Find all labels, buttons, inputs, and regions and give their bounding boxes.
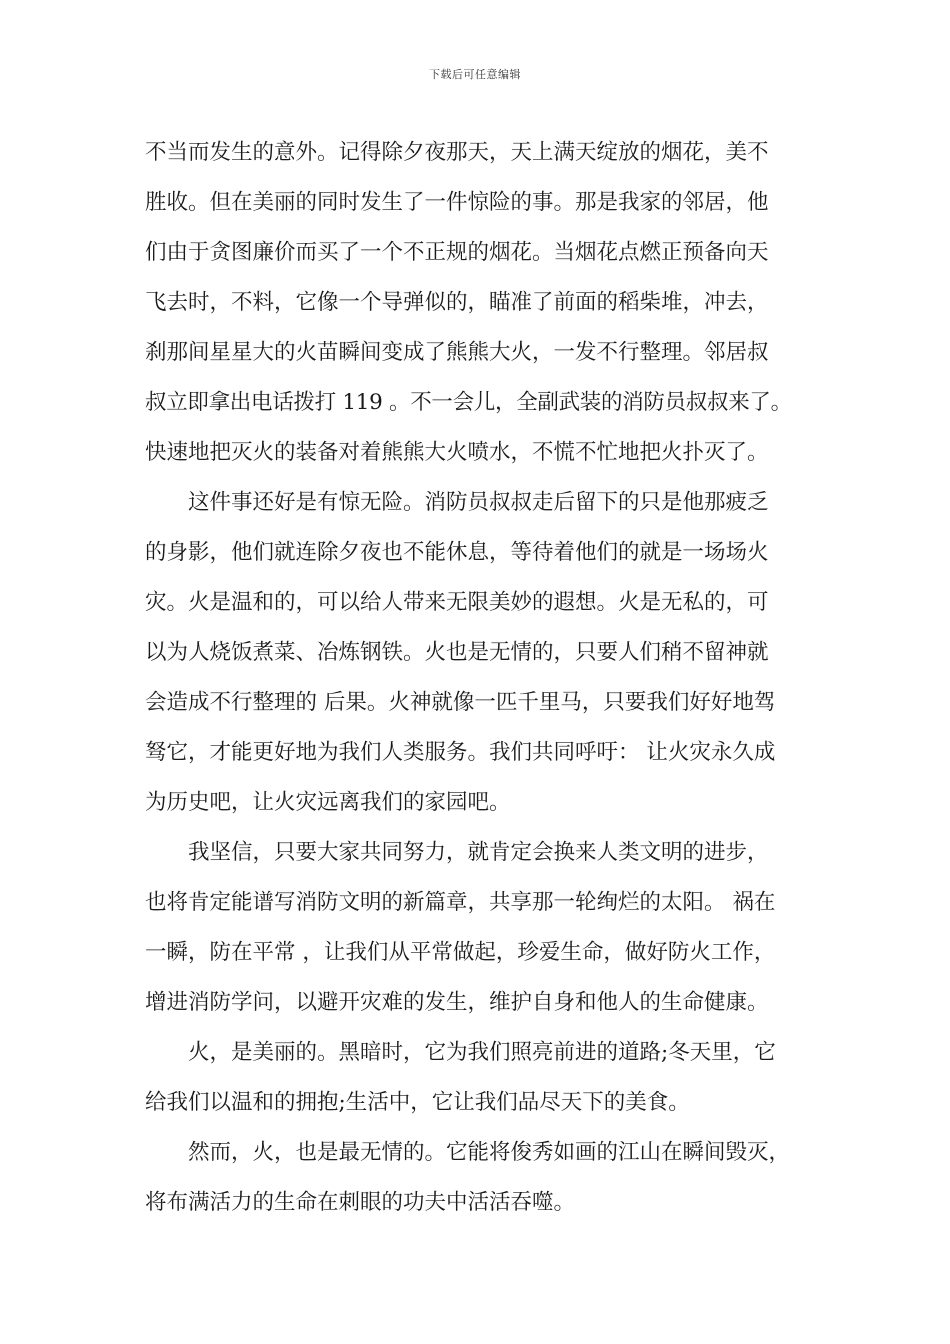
text-line: 们由于贪图廉价而买了一个不正规的烟花。当烟花点燃正预备向天 — [145, 240, 769, 265]
text-line: 然而，火，也是最无情的。它能将俊秀如画的江山在瞬间毁灭， — [188, 1140, 791, 1165]
paragraph — [145, 478, 825, 828]
text-line: 我坚信，只要大家共同努力，就肯定会换来人类文明的进步， — [188, 840, 769, 865]
paragraph — [145, 128, 825, 478]
text-line: 给我们以温和的拥抱;生活中，它让我们品尽天下的美食。 — [145, 1090, 690, 1115]
text-line: 的身影，他们就连除夕夜也不能休息，等待着他们的就是一场场火 — [145, 540, 769, 565]
text-line: 增进消防学问，以避开灾难的发生，维护自身和他人的生命健康。 — [145, 990, 769, 1015]
paragraph — [145, 828, 825, 1028]
text-line: 飞去时，不料，它像一个导弹似的，瞄准了前面的稻柴堆，冲去， — [145, 290, 769, 315]
paragraph — [145, 1028, 825, 1128]
page-header: 下载后可任意编辑 — [429, 68, 521, 81]
text-line: 这件事还好是有惊无险。消防员叔叔走后留下的只是他那疲乏 — [188, 490, 769, 515]
text-line: 刹那间星星大的火苗瞬间变成了熊熊大火，一发不行整理。邻居叔 — [145, 340, 769, 365]
paragraph — [145, 1128, 825, 1228]
text-line: 以为人烧饭煮菜、冶炼钢铁。火也是无情的，只要人们稍不留神就 — [145, 640, 769, 665]
text-line: 叔立即拿出电话拨打 119 。不一会儿，全副武装的消防员叔叔来了。 — [145, 390, 792, 415]
text-line: 不当而发生的意外。记得除夕夜那天，天上满天绽放的烟花，美不 — [145, 140, 769, 165]
text-line: 也将肯定能谱写消防文明的新篇章，共享那一轮绚烂的太阳。 祸在 — [145, 890, 776, 915]
text-line: 胜收。但在美丽的同时发生了一件惊险的事。那是我家的邻居，他 — [145, 190, 769, 215]
text-line: 快速地把灭火的装备对着熊熊大火喷水，不慌不忙地把火扑灭了。 — [145, 440, 769, 465]
document-body — [145, 128, 825, 1228]
text-line: 将布满活力的生命在刺眼的功夫中活活吞噬。 — [145, 1190, 576, 1215]
text-line: 为历史吧，让火灾远离我们的家园吧。 — [145, 790, 511, 815]
text-line: 火，是美丽的。黑暗时，它为我们照亮前进的道路;冬天里，它 — [188, 1040, 776, 1065]
text-line: 驽它，才能更好地为我们人类服务。我们共同呼吁： 让火灾永久成 — [145, 740, 776, 765]
text-line: 会造成不行整理的 后果。火神就像一匹千里马，只要我们好好地驾 — [145, 690, 776, 715]
text-line: 灾。火是温和的，可以给人带来无限美妙的遐想。火是无私的，可 — [145, 590, 769, 615]
text-line: 一瞬，防在平常 ，让我们从平常做起，珍爱生命，做好防火工作， — [145, 940, 776, 965]
